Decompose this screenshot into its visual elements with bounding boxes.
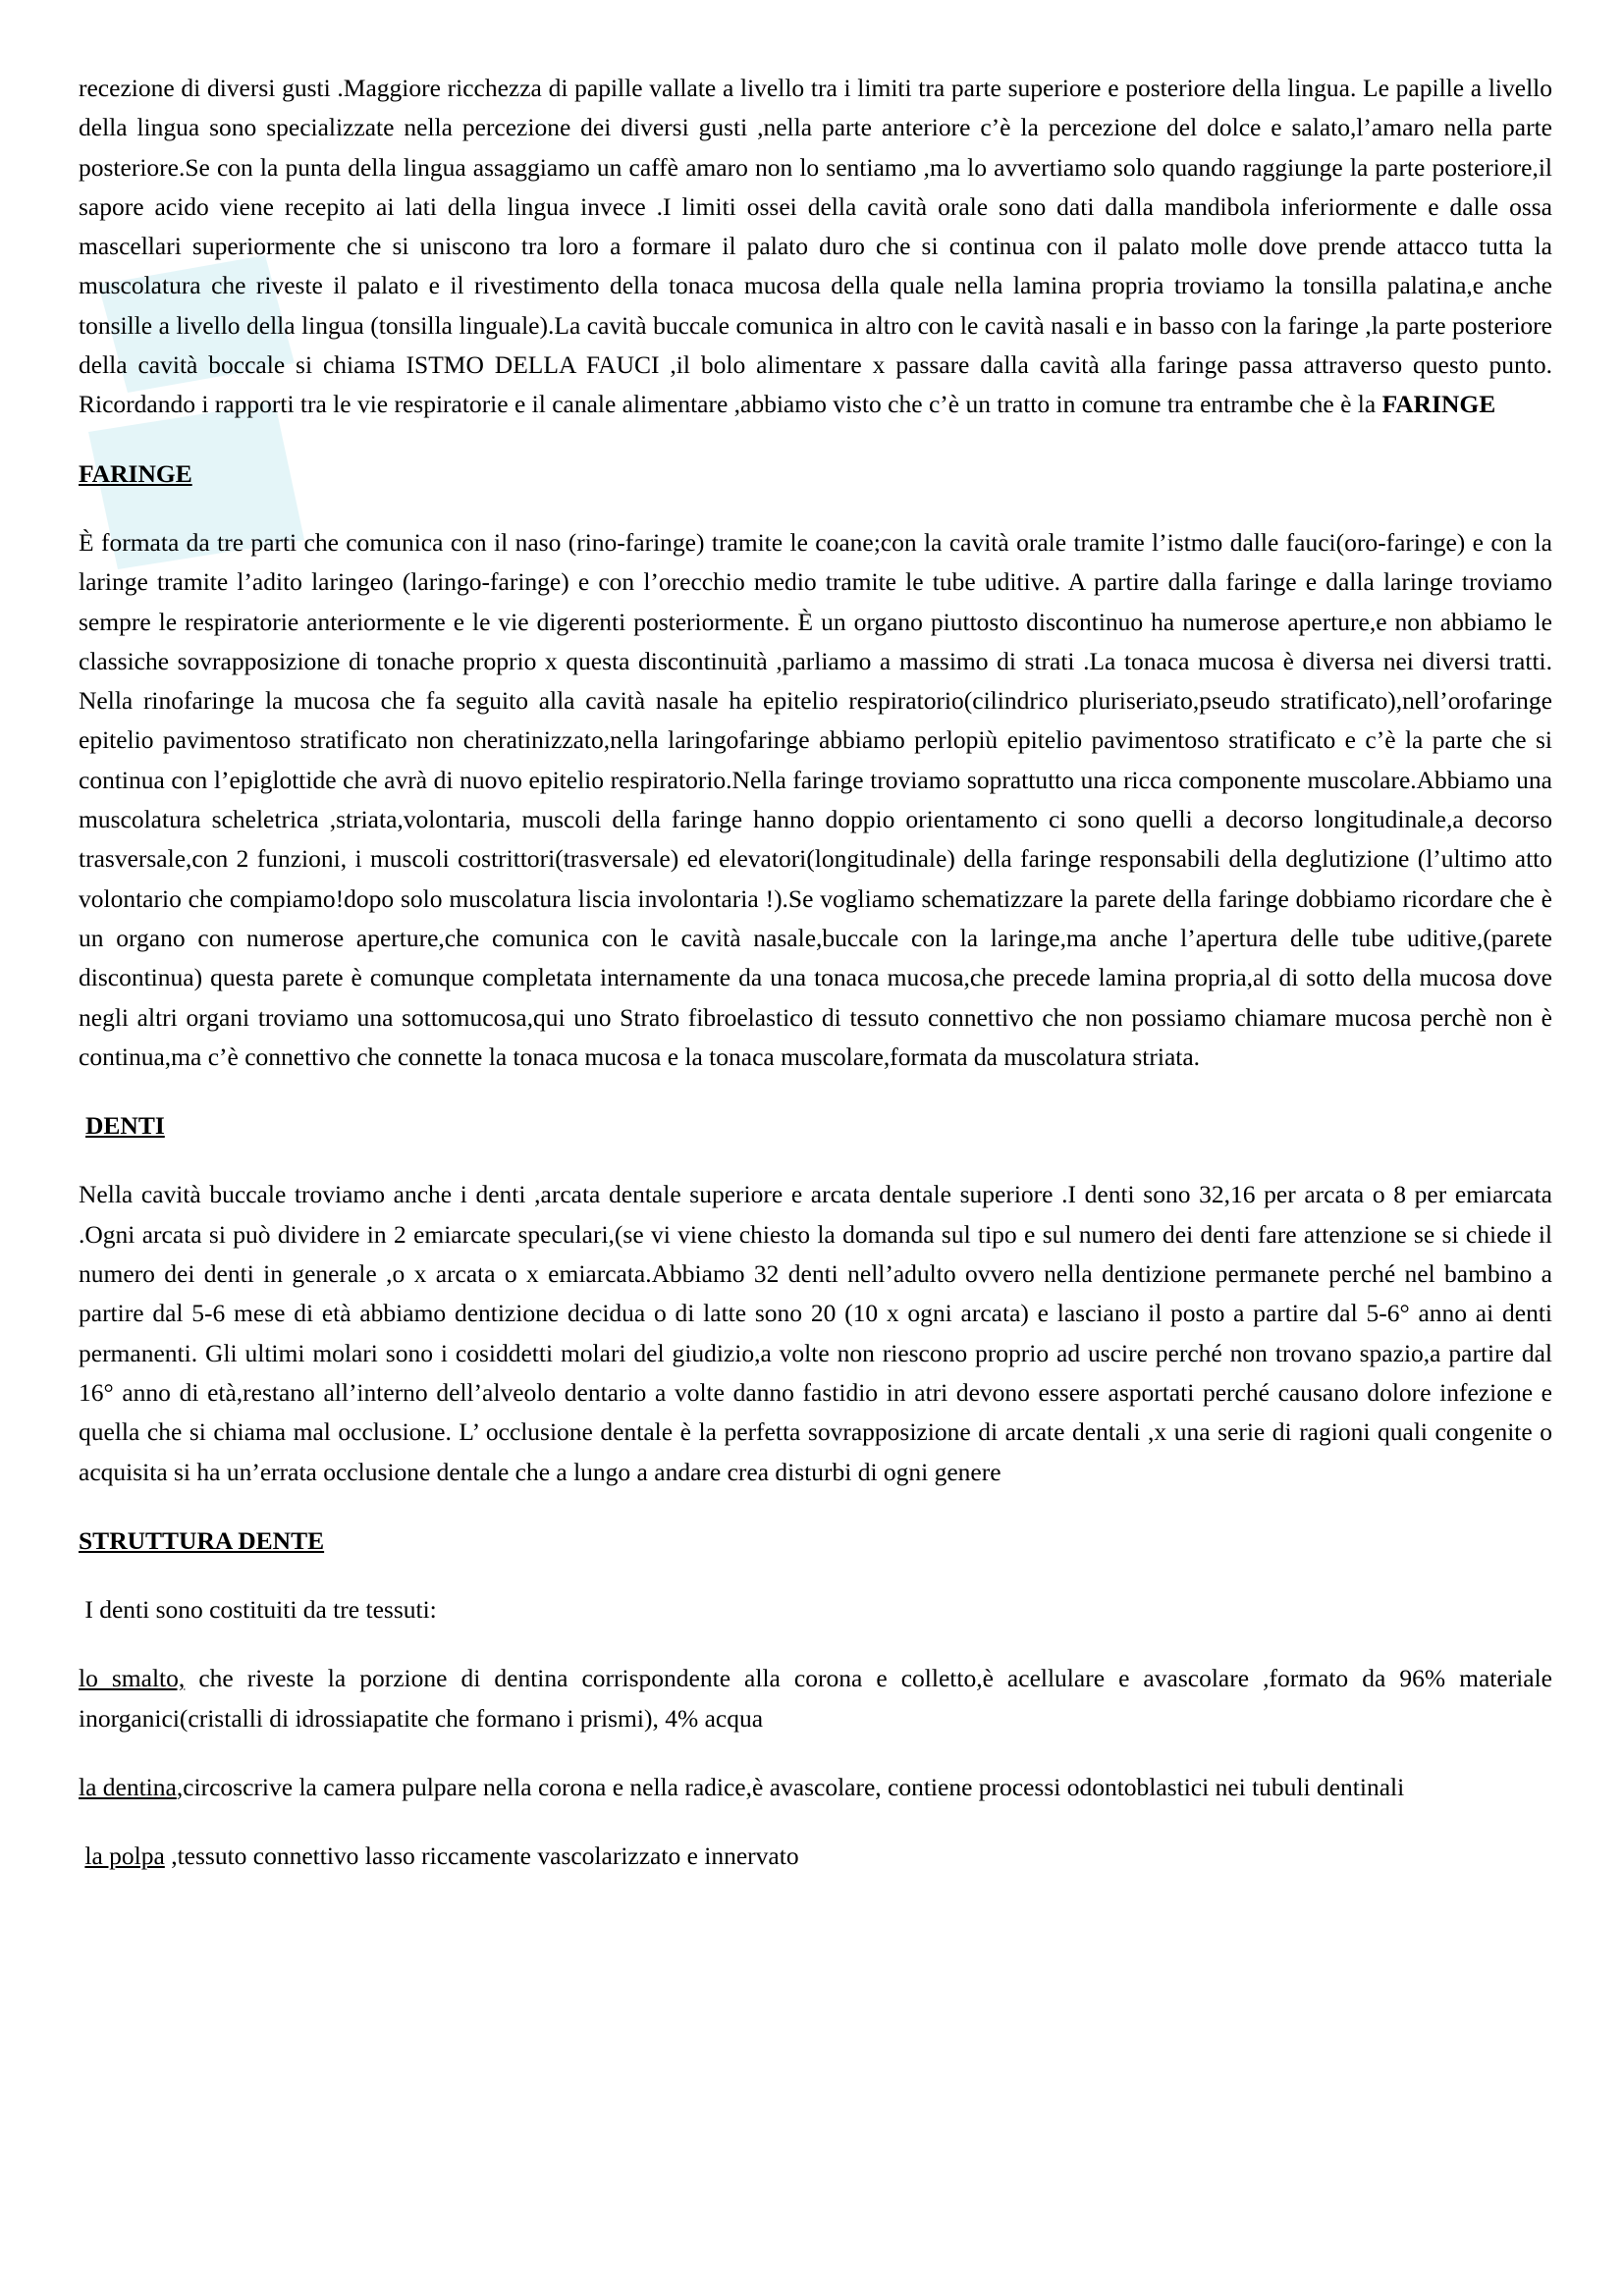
text-smalto: che riveste la porzione di dentina corrispondente alla corona e colletto,è acellulare e avascolare ,formato da 96% materiale inorganici(cristalli di idrossiapatite che formano i prismi), 4% acqua	[79, 1664, 1552, 1733]
text-polpa: ,tessuto connettivo lasso riccamente vascolarizzato e innervato	[164, 1842, 799, 1871]
paragraph-smalto	[79, 1659, 1552, 1738]
heading-denti: DENTI	[85, 1111, 165, 1141]
paragraph-lingua	[79, 69, 1552, 425]
paragraph-polpa	[79, 1837, 1552, 1876]
document-page	[79, 69, 1552, 1877]
term-smalto: lo smalto,	[79, 1664, 186, 1693]
heading-faringe: FARINGE	[79, 458, 192, 488]
text-dentina: ,circoscrive la camera pulpare nella corona e nella radice,è avascolare, contiene processi odontoblastici nei tubuli dentinali	[176, 1772, 1405, 1801]
paragraph-faringe: È formata da tre parti che comunica con il naso (rino-faringe) tramite le coane;con la cavità orale tramite l’istmo dalle fauci(oro-faringe) e con la laringe tramite l’adito laringeo (laringo-faringe) e con l’orecchio medio tramite le tube uditive. A partire dalla faringe e dalla laringe troviamo sempre le respiratorie anteriormente e le vie digerenti posteriormente. È un organo piuttosto discontinuo ha numerose aperture,e non abbiamo le classiche sovrapposizione di tonache proprio x questa discontinuità ,parliamo a massimo di strati .La tonaca mucosa è diversa nei diversi tratti. Nella rinofaringe la mucosa che fa seguito alla cavità nasale ha epitelio respiratorio(cilindrico pluriseriato,pseudo stratificato),nell’orofaringe epitelio pavimentoso stratificato non cheratinizzato,nella laringofaringe abbiamo perlopiù epitelio pavimentoso stratificato e c’è la parte che si continua con l’epiglottide che avrà di nuovo epitelio respiratorio.Nella faringe troviamo soprattutto una ricca componente muscolare.Abbiamo una muscolatura scheletrica ,striata,volontaria, muscoli della faringe hanno doppio orientamento ci sono quelli a decorso longitudinale,a decorso trasversale,con 2 funzioni, i muscoli costrittori(trasversale) ed elevatori(longitudinale) della faringe responsabili della deglutizione (l’ultimo atto volontario che compiamo!dopo solo muscolatura liscia involontaria !).Se vogliamo schematizzare la parete della faringe dobbiamo ricordare che è un organo con numerose aperture,che comunica con le cavità nasale,buccale con la laringe,ma anche l’apertura delle tube uditive,(parete discontinua) questa parete è comunque completata internamente da una tonaca mucosa,che precede lamina propria,al di sotto della mucosa dove negli altri organi troviamo una sottomucosa,qui uno Strato fibroelastico di tessuto connettivo che non possiamo chiamare mucosa perchè non è continua,ma c’è connettivo che connette la tonaca mucosa e la tonaca muscolare,formata da muscolatura striata.	[79, 527, 1552, 1071]
heading-struttura-dente: STRUTTURA DENTE	[79, 1525, 325, 1555]
paragraph-tessuti-intro: I denti sono costituiti da tre tessuti:	[79, 1595, 437, 1625]
term-polpa: la polpa	[84, 1842, 165, 1871]
paragraph-dentina	[79, 1768, 1552, 1807]
paragraph-lingua-bold: FARINGE	[1381, 390, 1496, 419]
paragraph-denti: Nella cavità buccale troviamo anche i denti ,arcata dentale superiore e arcata dentale superiore .I denti sono 32,16 per arcata o 8 per emiarcata .Ogni arcata si può dividere in 2 emiarcate speculari,(se vi viene chiesto la domanda sul tipo e sul numero dei denti fare attenzione se si chiede il numero dei denti in generale ,o x arcata o x emiarcata.Abbiamo 32 denti nell’adulto ovvero nella dentizione permanete perché nel bambino a partire dal 5-6 mese di età abbiamo dentizione decidua o di latte sono 20 (10 x ogni arcata) e lasciano il posto a partire dal 5-6° anno ai denti permanenti. Gli ultimi molari sono i cosiddetti molari del giudizio,a volte non riescono proprio ad uscire perché non trovano spazio,a partire dal 16° anno di età,restano all’interno dell’alveolo dentario a volte danno fastidio in atri devono essere asportati perché causano dolore infezione e quella che si chiama mal occlusione. L’ occlusione dentale è la perfetta sovrapposizione di arcate dentali ,x una serie di ragioni quali congenite o acquisita si ha un’errata occlusione dentale che a lungo a andare crea disturbi di ogni genere	[79, 1180, 1552, 1486]
paragraph-lingua-text: recezione di diversi gusti .Maggiore ricchezza di papille vallate a livello tra i limiti tra parte superiore e posteriore della lingua. Le papille a livello della lingua sono specializzate nella percezione dei diversi gusti ,nella parte anteriore c’è la percezione del dolce e salato,l’amaro nella parte posteriore.Se con la punta della lingua assaggiamo un caffè amaro non lo sentiamo ,ma lo avvertiamo solo quando raggiunge la parte posteriore,il sapore acido viene recepito ai lati della lingua invece .I limiti ossei della cavità orale sono dati dalla mandibola inferiormente e dalle ossa mascellari superiormente che si uniscono tra loro a formare il palato duro che si continua con il palato molle dove prende attacco tutta la muscolatura che riveste il palato e il rivestimento della tonaca mucosa della quale nella lamina propria troviamo la tonsilla palatina,e anche tonsille a livello della lingua (tonsilla linguale).La cavità buccale comunica in altro con le cavità nasali e in basso con la faringe ,la parte posteriore della cavità boccale si chiama ISTMO DELLA FAUCI ,il bolo alimentare x passare dalla cavità alla faringe passa attraverso questo punto. Ricordando i rapporti tra le vie respiratorie e il canale alimentare ,abbiamo visto che c’è un tratto in comune tra entrambe che è la	[79, 74, 1552, 419]
term-dentina: la dentina	[79, 1772, 177, 1801]
